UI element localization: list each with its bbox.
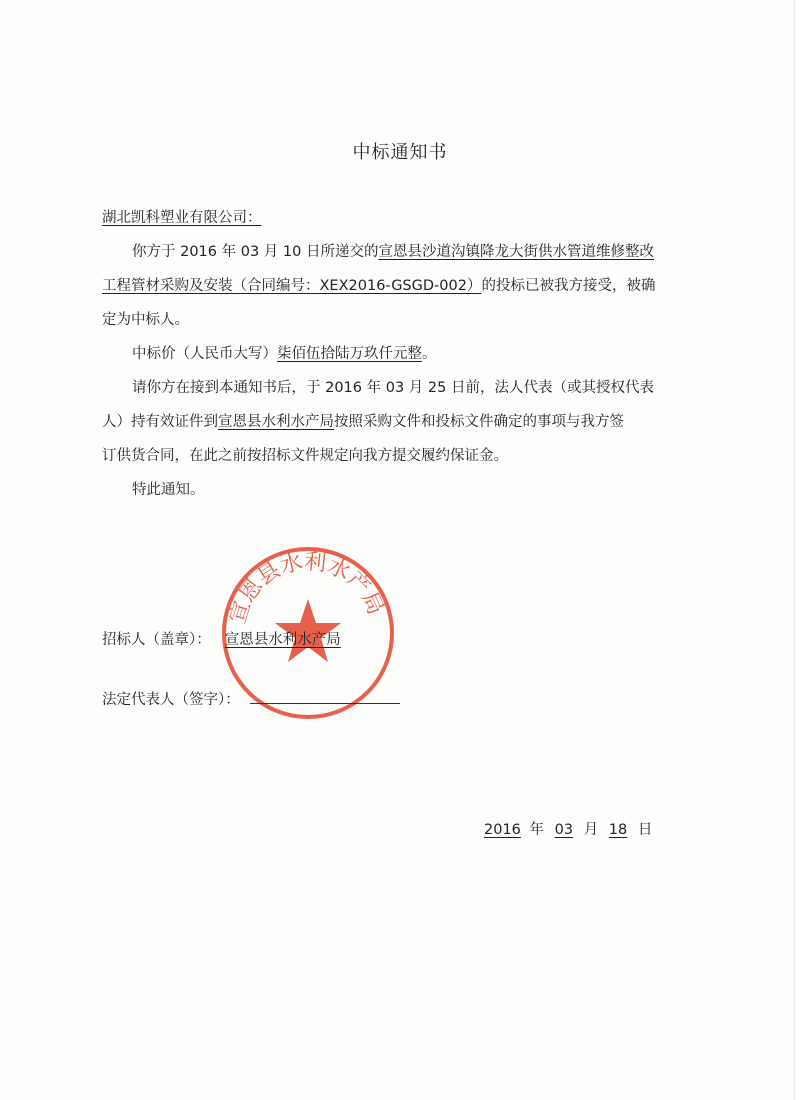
tenderer-label: 招标人（盖章）：: [102, 632, 211, 648]
para3-line2: [102, 410, 624, 431]
para3-line2-suffix: 按照采购文件和投标文件确定的事项与我方签: [334, 414, 624, 430]
para1-line1: [132, 240, 654, 261]
tenderer-name: 宣恩县水利水产局: [224, 632, 341, 648]
para1-prefix: 你方于 2016 年 03 月 10 日所递交的: [132, 244, 379, 260]
project-name-part1: 宣恩县沙道沟镇降龙大街供水管道维修整改: [378, 244, 654, 260]
bid-price-amount: 柒佰伍拾陆万玖仟元整: [277, 346, 422, 362]
date-day-unit: 日: [637, 822, 653, 838]
date-month-unit: 月: [583, 822, 599, 838]
date-day: 18: [608, 822, 628, 838]
para2-line: [132, 342, 437, 363]
date-month: 03: [554, 822, 574, 838]
legal-rep-line: [102, 688, 400, 709]
date-line: [480, 818, 652, 839]
para3-line3: 订供货合同，在此之前按招标文件规定向我方提交履约保证金。: [102, 448, 508, 464]
bid-price-label: 中标价（人民币大写）: [132, 346, 277, 362]
legal-rep-label: 法定代表人（签字）：: [102, 692, 240, 708]
date-year-unit: 年: [529, 822, 545, 838]
para1-suffix: 的投标已被我方接受，被确: [481, 278, 656, 294]
signature-blank: [250, 689, 400, 704]
page-title: 中标通知书: [352, 142, 448, 163]
bid-price-suffix: 。: [422, 346, 437, 362]
seal-text: 宣恩县水利水产局: [225, 549, 389, 627]
para1-line2: [102, 274, 655, 295]
project-name-part2: 工程管材采购及安装（合同编号：XEX2016-GSGD-002）: [102, 278, 482, 294]
date-year: 2016: [484, 822, 521, 838]
contract-place: 宣恩县水利水产局: [218, 414, 334, 430]
page-edge: [794, 0, 795, 1100]
addressee: [102, 206, 262, 227]
para3-line2-prefix: 人）持有效证件到: [102, 414, 218, 430]
tenderer-line: [102, 628, 359, 649]
para1-line3: 定为中标人。: [102, 312, 189, 328]
closing-line: 特此通知。: [132, 482, 205, 498]
addressee-name: 湖北凯科塑业有限公司：: [102, 210, 262, 226]
para3-line1: 请你方在接到本通知书后，于 2016 年 03 月 25 日前，法人代表（或其授权代表: [132, 380, 654, 396]
